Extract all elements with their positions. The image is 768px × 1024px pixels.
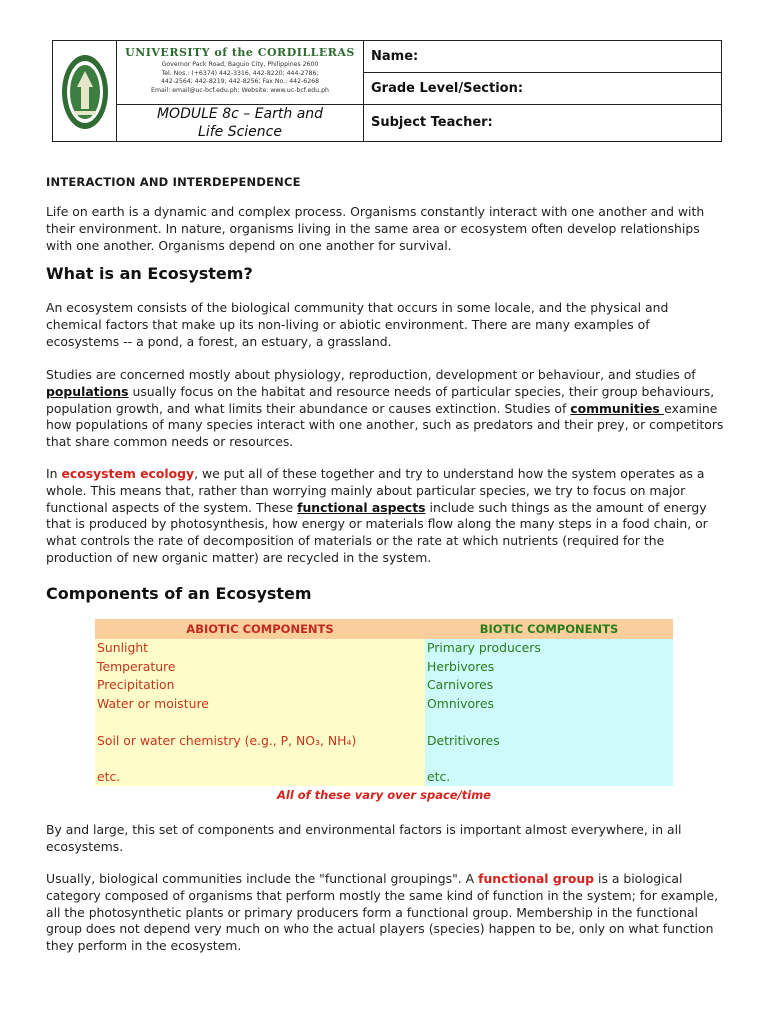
biotic-item: Herbivores [427, 659, 495, 674]
biotic-header: BIOTIC COMPONENTS [479, 622, 619, 636]
university-contact-info: Governor Pack Road, Baguio City, Philippines 2600 Tel. Nos.: (+6374) 442-3316, 442-8220; 444-2786; 442-2564; 442-8219; 442-8256; Fax No.: 442-6268 Email: email@uc-bcf.edu.ph; Website: www.uc-bcf.edu.ph [151, 61, 329, 94]
biotic-item: Detritivores [427, 733, 500, 748]
term-ecosystem-ecology: ecosystem ecology [61, 466, 195, 481]
section-heading-interaction: INTERACTION AND INTERDEPENDENCE [46, 175, 301, 189]
biotic-item: etc. [427, 769, 451, 784]
module-header-table [52, 40, 722, 142]
term-functional-group: functional group [478, 871, 595, 886]
grade-section-field-label: Grade Level/Section: [371, 81, 524, 96]
abiotic-header: ABIOTIC COMPONENTS [186, 622, 334, 636]
intro-paragraph: Life on earth is a dynamic and complex process. Organisms constantly interact with one another and with their environment. In nature, organisms living in the same area or ecosystem often develop relationships with one another. Organisms depend on one another for survival. [46, 204, 705, 253]
heading-components: Components of an Ecosystem [46, 584, 312, 603]
ecosystem-paragraph-1: An ecosystem consists of the biological community that occurs in some locale, and the physical and chemical factors that make up its non-living or abiotic environment. There are many examples of ecosystems -- a pond, a forest, an estuary, a grassland. [46, 300, 669, 349]
abiotic-item: Temperature [97, 659, 176, 674]
term-communities: communities [570, 400, 665, 416]
abiotic-item: Soil or water chemistry (e.g., P, NO₃, NH₄) [97, 733, 357, 748]
university-name: UNIVERSITY of the CORDILLERAS [125, 46, 355, 59]
subject-teacher-field-label: Subject Teacher: [371, 115, 493, 130]
abiotic-item: Water or moisture [97, 696, 209, 711]
biotic-item: Carnivores [427, 677, 494, 692]
biotic-item: Primary producers [427, 640, 541, 655]
table-caption: All of these vary over space/time [276, 788, 491, 802]
heading-what-is-ecosystem: What is an Ecosystem? [46, 264, 253, 283]
abiotic-item: Precipitation [97, 677, 175, 692]
biotic-item: Omnivores [427, 696, 494, 711]
term-functional-aspects: functional aspects [297, 499, 426, 515]
term-populations: populations [46, 383, 129, 399]
closing-paragraph-1: By and large, this set of components and environmental factors is important almost everywhere, in all ecosystems. [46, 822, 682, 854]
abiotic-item: Sunlight [97, 640, 149, 655]
ecosystem-paragraph-2: Studies are concerned mostly about physiology, reproduction, development or behaviour, and studies of populations usually focus on the habitat and resource needs of particular species, their group behaviours, population growth, and what limits their abundance or causes extinction. Studies of communities examine how populations of many species interact with one another, such as predators and their prey, or competitors that share common needs or resources. [46, 367, 724, 450]
abiotic-item: etc. [97, 769, 121, 784]
module-title: MODULE 8c – Earth and Life Science [156, 106, 324, 140]
university-seal-icon [60, 53, 110, 131]
ecosystem-paragraph-3: In ecosystem ecology, we put all of these together and try to understand how the system operates as a whole. This means that, rather than worrying mainly about particular species, we try to focus on major functional aspects of the system. These functional aspects include such things as the amount of energy that is produced by photosynthesis, how energy or materials flow along the many steps in a food chain, or what controls the rate of decomposition of materials or the rate at which nutrients (required for the production of new organic matter) are recycled in the system. [46, 466, 708, 565]
closing-paragraph-2: Usually, biological communities include the "functional groupings". A functional group is a biological category composed of organisms that perform mostly the same kind of function in the system; for example, all the photosynthetic plants or primary producers form a functional group. Membership in the functional group does not depend very much on who the actual players (species) happen to be, only on what function they perform in the ecosystem. [46, 871, 719, 954]
components-table [95, 619, 673, 786]
name-field-label: Name: [371, 49, 419, 64]
